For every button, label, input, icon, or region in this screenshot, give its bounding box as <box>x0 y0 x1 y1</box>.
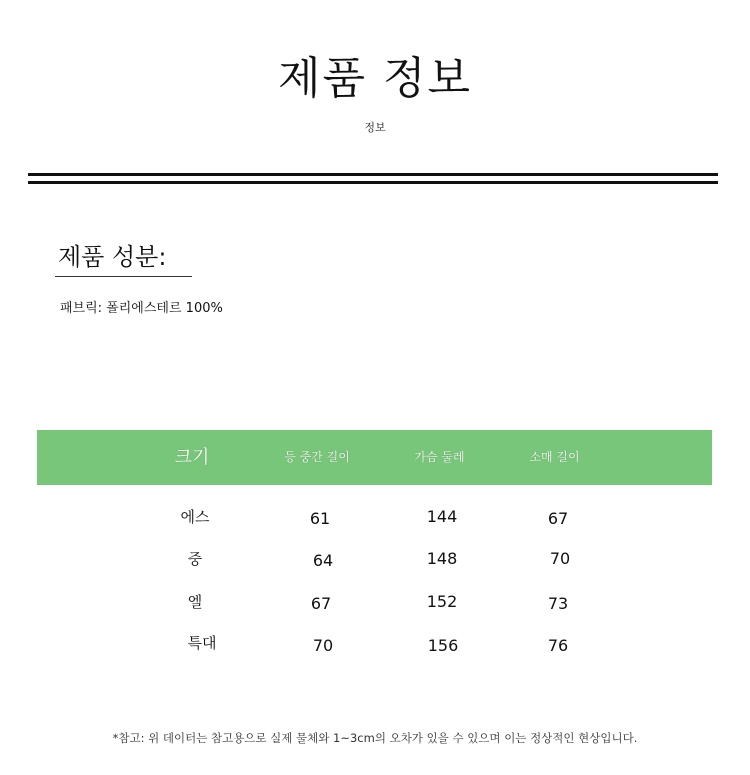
composition-title: 제품 성분: <box>58 243 167 271</box>
back-length-value: 64 <box>312 551 334 570</box>
chest-value: 148 <box>426 549 458 568</box>
footnote: *참고: 위 데이터는 참고용으로 실제 물체와 1~3cm의 오차가 있을 수 있으며 이는 정상적인 현상입니다. <box>112 731 638 745</box>
table-row <box>0 587 750 617</box>
size-name: 특대 <box>187 634 217 652</box>
divider-top <box>28 173 718 176</box>
back-length-value: 61 <box>309 509 331 528</box>
sleeve-value: 70 <box>549 549 571 568</box>
back-length-value: 67 <box>310 594 332 613</box>
size-table-header <box>37 430 712 485</box>
composition-underline <box>55 276 192 277</box>
size-name: 엘 <box>187 593 203 611</box>
size-name: 중 <box>187 550 203 568</box>
chest-value: 144 <box>426 507 458 526</box>
sleeve-value: 67 <box>547 509 569 528</box>
header-chest: 가슴 둘레 <box>414 450 465 464</box>
table-row <box>0 544 750 574</box>
back-length-value: 70 <box>312 636 334 655</box>
header-size: 크기 <box>174 447 210 468</box>
page-title: 제품 정보 <box>277 53 472 104</box>
sleeve-value: 76 <box>547 636 569 655</box>
header-sleeve: 소매 길이 <box>529 450 580 464</box>
size-name: 에스 <box>180 508 210 526</box>
fabric-composition: 패브릭: 폴리에스테르 100% <box>60 301 223 316</box>
header-back-length: 등 중간 길이 <box>284 450 350 464</box>
sleeve-value: 73 <box>547 594 569 613</box>
chest-value: 156 <box>427 636 459 655</box>
chest-value: 152 <box>426 592 458 611</box>
table-row <box>0 628 750 658</box>
table-row <box>0 502 750 532</box>
divider-bottom <box>28 181 718 184</box>
page-subtitle: 정보 <box>364 121 386 134</box>
